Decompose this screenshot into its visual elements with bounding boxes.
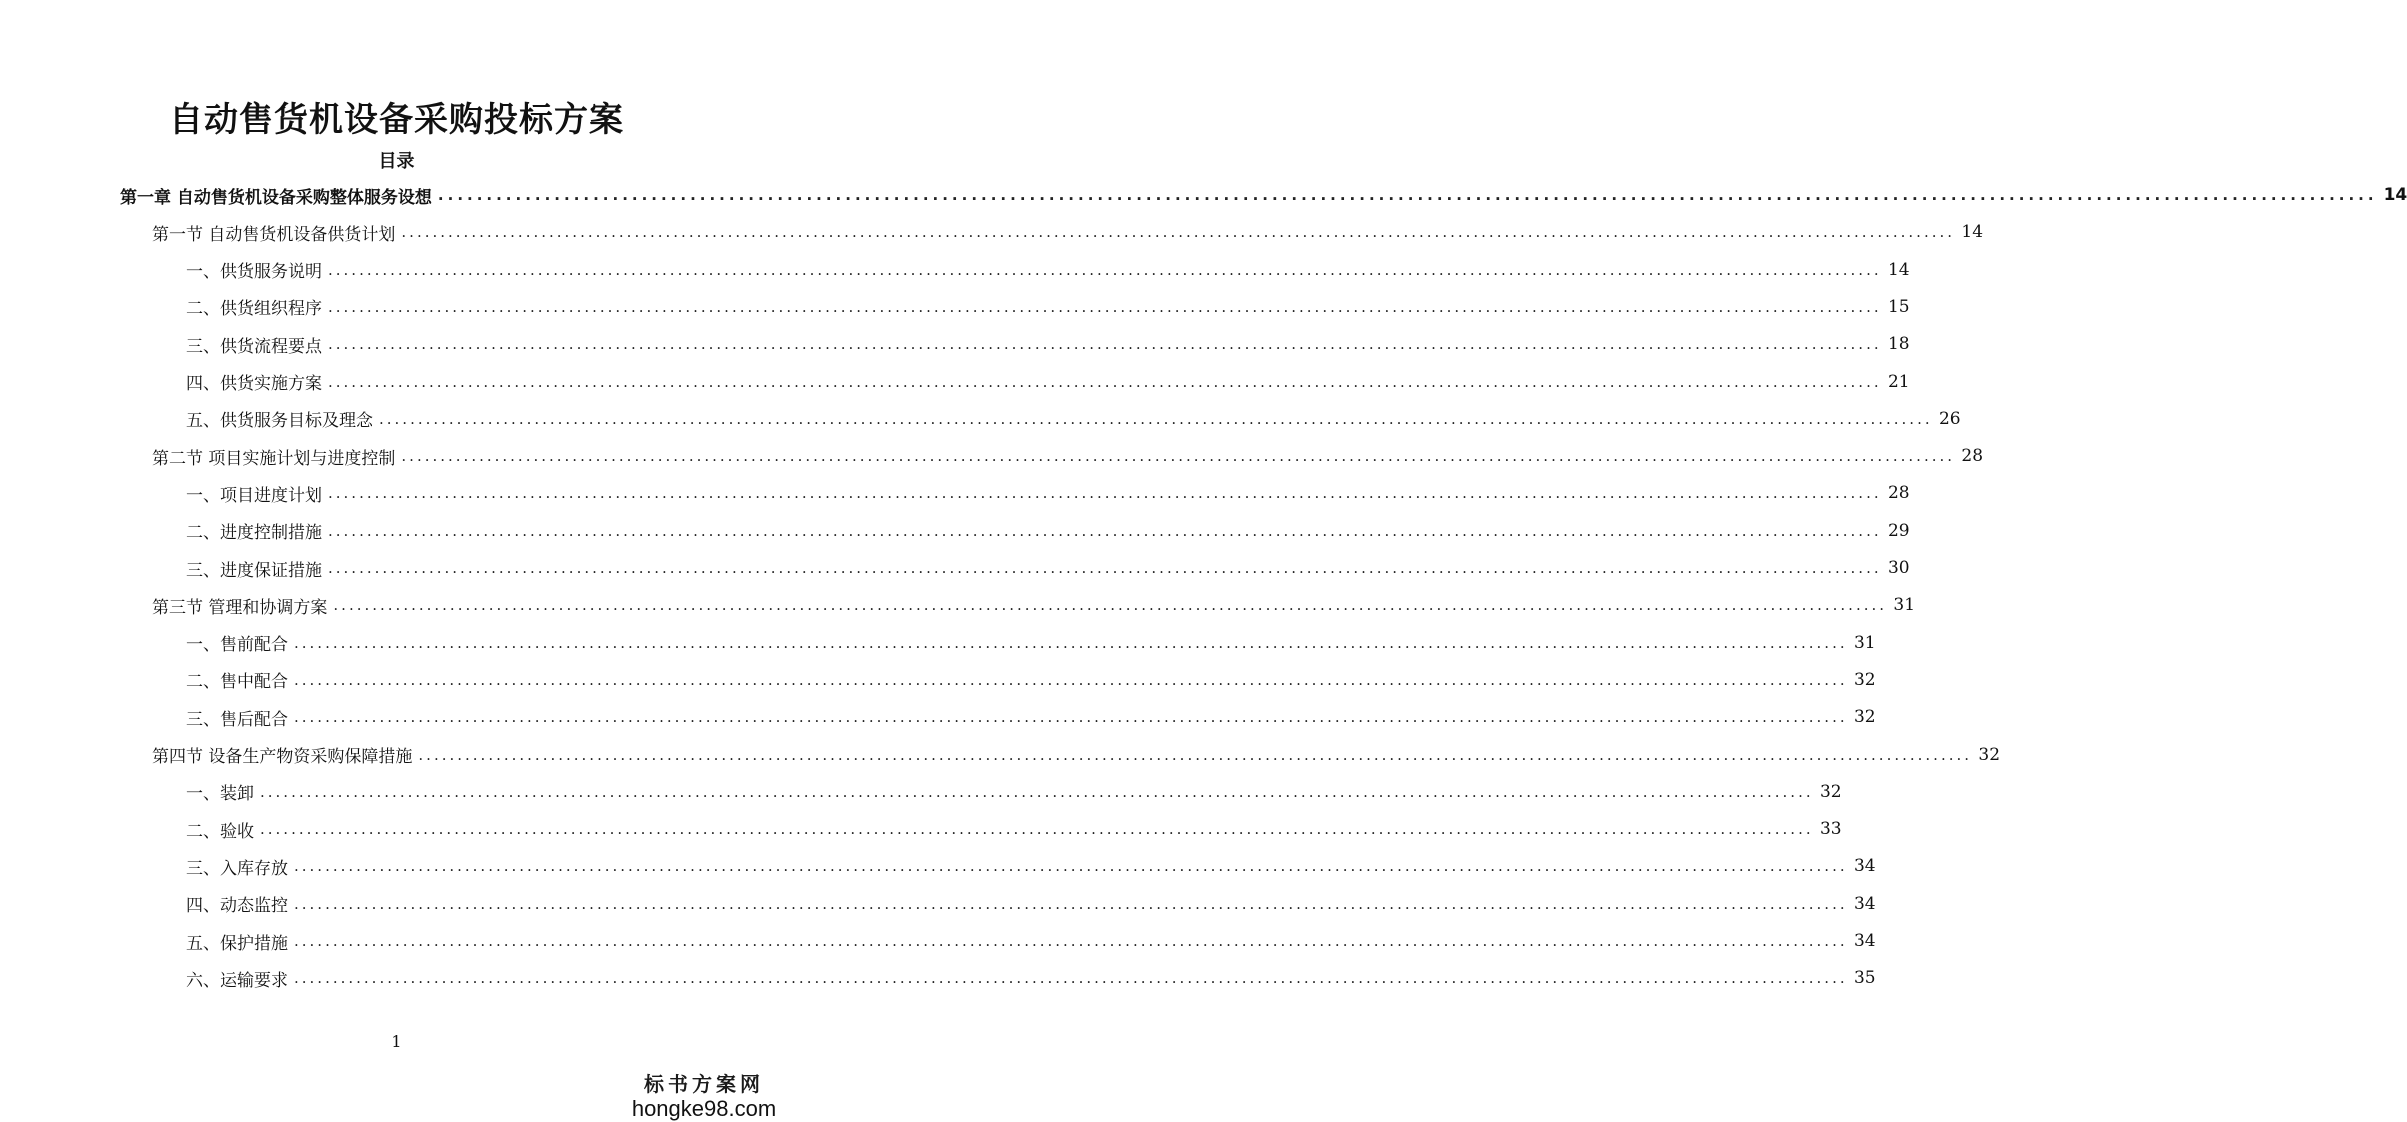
- toc-subsection-entry[interactable]: [186, 516, 1910, 546]
- toc-entry-page: 32: [1819, 781, 1842, 802]
- toc-leader-dots: ........................................................................................................................................................................................................: [418, 745, 1973, 764]
- toc-entry-page: 28: [1887, 483, 1910, 504]
- toc-entry-label: 五、供货服务目标及理念: [186, 411, 373, 432]
- page-number: 1: [391, 1032, 402, 1051]
- toc-entry-page: 21: [1887, 371, 1910, 392]
- toc-subsection-entry[interactable]: [186, 665, 1876, 695]
- toc-leader-dots: ........................................................................................................................................................................................................: [260, 820, 1814, 839]
- toc-entry-label: 二、供货组织程序: [186, 299, 322, 320]
- toc-leader-dots: ........................................................................................................................................................................................................: [294, 969, 1848, 988]
- toc-leader-dots: ........................................................................................................................................................................................................: [328, 521, 1882, 540]
- toc-heading: 目录: [378, 151, 415, 172]
- toc-entry-label: 四、供货实施方案: [186, 374, 322, 394]
- toc-subsection-entry[interactable]: [186, 628, 1876, 658]
- toc-leader-dots: ........................................................................................................................................................................................................: [401, 447, 1956, 466]
- toc-entry-page: 32: [1853, 707, 1876, 728]
- toc-leader-dots: ........................................................................................................................................................................................................: [437, 186, 2378, 204]
- toc-entry-label: 第一章 自动售货机设备采购整体服务设想: [120, 187, 432, 208]
- toc-entry-page: 29: [1887, 520, 1910, 541]
- toc-entry-label: 第三节 管理和协调方案: [152, 597, 328, 618]
- toc-leader-dots: ........................................................................................................................................................................................................: [294, 857, 1848, 876]
- toc-leader-dots: ........................................................................................................................................................................................................: [328, 484, 1882, 503]
- toc-entry-page: 15: [1887, 296, 1910, 317]
- toc-entry-label: 三、进度保证措施: [186, 560, 322, 581]
- toc-entry-label: 四、动态监控: [186, 896, 288, 917]
- toc-leader-dots: ........................................................................................................................................................................................................: [328, 559, 1882, 577]
- toc-entry-page: 30: [1887, 558, 1910, 578]
- toc-leader-dots: ........................................................................................................................................................................................................: [294, 633, 1848, 652]
- toc-entry-page: 31: [1853, 632, 1876, 653]
- toc-entry-page: 14: [1887, 259, 1910, 280]
- toc-entry-label: 三、入库存放: [186, 858, 288, 879]
- toc-section-entry[interactable]: [152, 441, 1984, 471]
- toc-leader-dots: ........................................................................................................................................................................................................: [379, 409, 1933, 428]
- toc-leader-dots: ........................................................................................................................................................................................................: [294, 670, 1848, 689]
- toc-section-entry[interactable]: [152, 217, 1984, 247]
- toc-entry-page: 14: [1961, 222, 1984, 243]
- toc-entry-page: 14: [2383, 185, 2407, 205]
- toc-subsection-entry[interactable]: [186, 926, 1876, 956]
- watermark-logo: [629, 1068, 779, 1121]
- toc-entry-label: 二、进度控制措施: [186, 523, 322, 544]
- toc-entry-label: 三、供货流程要点: [186, 336, 322, 357]
- toc-entry-label: 第二节 项目实施计划与进度控制: [152, 448, 396, 469]
- toc-leader-dots: ........................................................................................................................................................................................................: [294, 894, 1848, 913]
- watermark-url: hongke98.com: [631, 1096, 777, 1121]
- toc-subsection-entry[interactable]: [186, 963, 1876, 993]
- toc-leader-dots: ........................................................................................................................................................................................................: [294, 708, 1848, 727]
- toc-entry-label: 三、售后配合: [186, 709, 288, 730]
- toc-entry-page: 35: [1853, 968, 1876, 989]
- toc-entry-page: 34: [1853, 856, 1876, 877]
- toc-subsection-entry[interactable]: [186, 814, 1842, 844]
- toc-leader-dots: ........................................................................................................................................................................................................: [328, 335, 1882, 354]
- toc-entry-label: 第一节 自动售货机设备供货计划: [152, 224, 396, 245]
- toc-subsection-entry[interactable]: [186, 329, 1910, 359]
- toc-entry-page: 34: [1853, 931, 1876, 951]
- toc-entry-label: 一、装卸: [186, 784, 254, 805]
- toc-subsection-entry[interactable]: [186, 553, 1910, 583]
- toc-entry-page: 18: [1887, 334, 1910, 355]
- toc-entry-page: 28: [1961, 446, 1984, 467]
- toc-entry-label: 五、保护措施: [186, 933, 288, 954]
- toc-section-entry[interactable]: [152, 740, 2001, 770]
- toc-entry-page: 33: [1819, 819, 1842, 840]
- toc-entry-page: 31: [1893, 595, 1916, 616]
- toc-subsection-entry[interactable]: [186, 777, 1842, 807]
- toc-entry-page: 34: [1853, 893, 1876, 914]
- toc-subsection-entry[interactable]: [186, 702, 1876, 732]
- watermark-title: 标书方案网: [644, 1072, 764, 1096]
- toc-entry-label: 一、售前配合: [186, 635, 288, 656]
- toc-subsection-entry[interactable]: [186, 889, 1876, 919]
- toc-leader-dots: ........................................................................................................................................................................................................: [333, 596, 1888, 615]
- toc-entry-label: 二、验收: [186, 821, 254, 842]
- toc-leader-dots: ........................................................................................................................................................................................................: [328, 297, 1882, 316]
- toc-entry-label: 一、项目进度计划: [186, 485, 322, 506]
- page-title: 自动售货机设备采购投标方案: [169, 100, 624, 140]
- toc-leader-dots: ........................................................................................................................................................................................................: [294, 932, 1848, 950]
- toc-leader-dots: ........................................................................................................................................................................................................: [260, 782, 1814, 801]
- toc-entry-label: 一、供货服务说明: [186, 262, 322, 283]
- toc-subsection-entry[interactable]: [186, 851, 1876, 881]
- toc-entry-page: 32: [1978, 744, 2001, 765]
- toc-section-entry[interactable]: [152, 590, 1916, 620]
- toc-subsection-entry[interactable]: [186, 367, 1910, 397]
- toc-entry-label: 第四节 设备生产物资采购保障措施: [152, 747, 413, 767]
- toc-leader-dots: ........................................................................................................................................................................................................: [401, 223, 1956, 242]
- toc-entry-label: 二、售中配合: [186, 672, 288, 693]
- toc-subsection-entry[interactable]: [186, 478, 1910, 508]
- toc-chapter-entry[interactable]: [120, 180, 2407, 210]
- toc-subsection-entry[interactable]: [186, 255, 1910, 285]
- toc-subsection-entry[interactable]: [186, 404, 1961, 434]
- toc-subsection-entry[interactable]: [186, 292, 1910, 322]
- toc-leader-dots: ........................................................................................................................................................................................................: [328, 372, 1882, 391]
- toc-entry-page: 32: [1853, 669, 1876, 690]
- toc-entry-label: 六、运输要求: [186, 970, 288, 991]
- toc-entry-page: 26: [1938, 408, 1961, 429]
- toc-leader-dots: ........................................................................................................................................................................................................: [328, 260, 1882, 279]
